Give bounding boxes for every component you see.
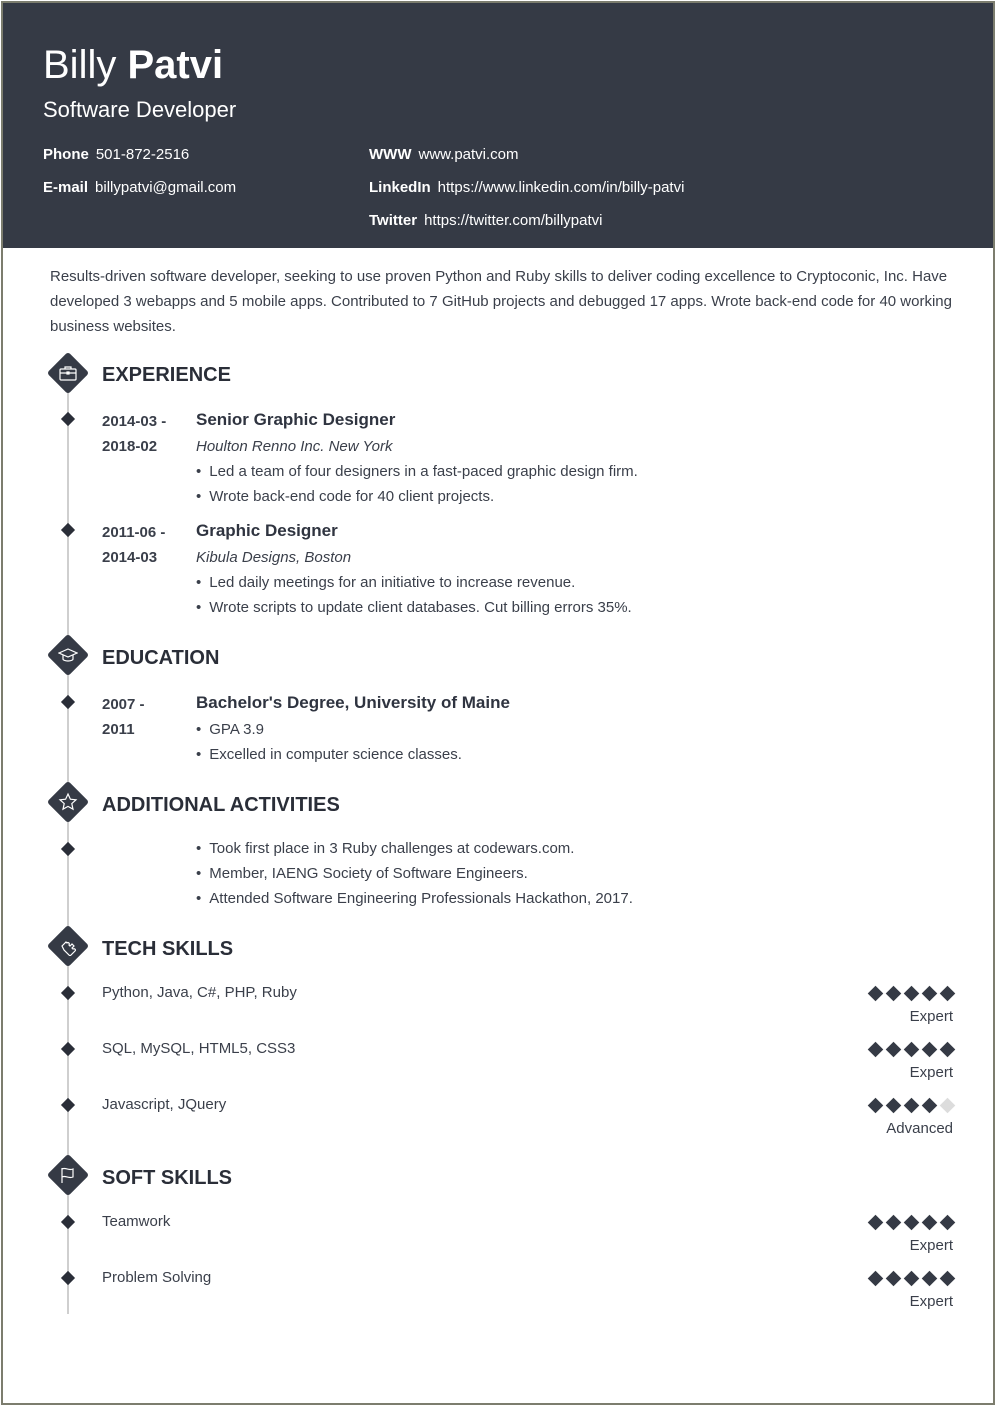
- section-title-education: EDUCATION: [102, 647, 220, 669]
- job-bullet: • Wrote back-end code for 40 client projects.: [196, 486, 494, 508]
- puzzle-icon: [47, 925, 89, 967]
- job-role: Graphic Designer: [196, 521, 338, 540]
- activity-bullet: • Attended Software Engineering Professionals Hackathon, 2017.: [196, 888, 633, 910]
- full-name: Billy Patvi: [43, 43, 224, 87]
- job-bullet: • Led a team of four designers in a fast-paced graphic design firm.: [196, 461, 638, 483]
- job-date-end: 2018-02: [102, 438, 158, 455]
- timeline-line: [67, 1192, 69, 1314]
- skill-rating: [869, 1215, 954, 1230]
- skill-level: Expert: [909, 1008, 953, 1025]
- skill-name: SQL, MySQL, HTML5, CSS3: [102, 1040, 296, 1057]
- contact-email: E-mail billypatvi@gmail.com: [43, 179, 237, 196]
- job-role: Senior Graphic Designer: [196, 410, 396, 429]
- section-title-experience: EXPERIENCE: [102, 364, 231, 386]
- edu-degree: Bachelor's Degree, University of Maine: [196, 693, 510, 712]
- edu-bullet: • GPA 3.9: [196, 719, 264, 741]
- job-bullet: • Wrote scripts to update client databases. Cut billing errors 35%.: [196, 597, 632, 619]
- skill-level: Expert: [909, 1237, 953, 1254]
- skill-level: Expert: [909, 1064, 953, 1081]
- timeline-line: [67, 820, 69, 930]
- summary: Results-driven software developer, seeking to use proven Python and Ruby skills to deliver coding excellence to Cryptoconic, Inc. Have developed 3 webapps and 5 mobile apps. Contributed to 7 GitHub projects and debugged 17 apps. Wrote back-end code for 40 working business websites.: [50, 268, 952, 335]
- timeline-line: [67, 390, 69, 640]
- flag-icon: [47, 1154, 89, 1196]
- graduation-cap-icon: [47, 634, 89, 676]
- skill-name: Javascript, JQuery: [102, 1096, 227, 1113]
- section-title-activities: ADDITIONAL ACTIVITIES: [102, 794, 340, 816]
- section-title-tech-skills: TECH SKILLS: [102, 938, 234, 960]
- skill-name: Python, Java, C#, PHP, Ruby: [102, 984, 297, 1001]
- contact-phone: Phone 501-872-2516: [43, 146, 190, 163]
- resume-header: [3, 3, 993, 248]
- timeline-line: [67, 672, 69, 792]
- job-date-start: 2011-06 -: [102, 524, 166, 541]
- edu-bullet: • Excelled in computer science classes.: [196, 744, 462, 766]
- job-title: Software Developer: [43, 97, 237, 122]
- contact-twitter: Twitter https://twitter.com/billypatvi: [369, 212, 603, 229]
- skill-rating: [869, 1098, 954, 1113]
- job-company: Kibula Designs, Boston: [196, 549, 352, 566]
- skill-rating: [869, 1042, 954, 1057]
- skill-rating: [869, 986, 954, 1001]
- contact-linkedin: LinkedIn https://www.linkedin.com/in/billy-patvi: [369, 179, 685, 196]
- job-date-end: 2014-03: [102, 549, 158, 566]
- contact-www: WWW www.patvi.com: [369, 146, 519, 163]
- skill-level: Expert: [909, 1293, 953, 1310]
- skill-name: Problem Solving: [102, 1269, 212, 1286]
- job-bullet: • Led daily meetings for an initiative to increase revenue.: [196, 572, 575, 594]
- activity-bullet: • Member, IAENG Society of Software Engineers.: [196, 863, 528, 885]
- skill-level: Advanced: [886, 1120, 953, 1137]
- edu-date-start: 2007 -: [102, 696, 145, 713]
- job-date-start: 2014-03 -: [102, 413, 167, 430]
- star-icon: [47, 781, 89, 823]
- job-company: Houlton Renno Inc. New York: [196, 438, 393, 455]
- skill-name: Teamwork: [102, 1213, 171, 1230]
- section-title-soft-skills: SOFT SKILLS: [102, 1167, 232, 1189]
- briefcase-icon: [47, 352, 89, 394]
- edu-date-end: 2011: [102, 721, 135, 738]
- skill-rating: [869, 1271, 954, 1286]
- activity-bullet: • Took first place in 3 Ruby challenges at codewars.com.: [196, 838, 574, 860]
